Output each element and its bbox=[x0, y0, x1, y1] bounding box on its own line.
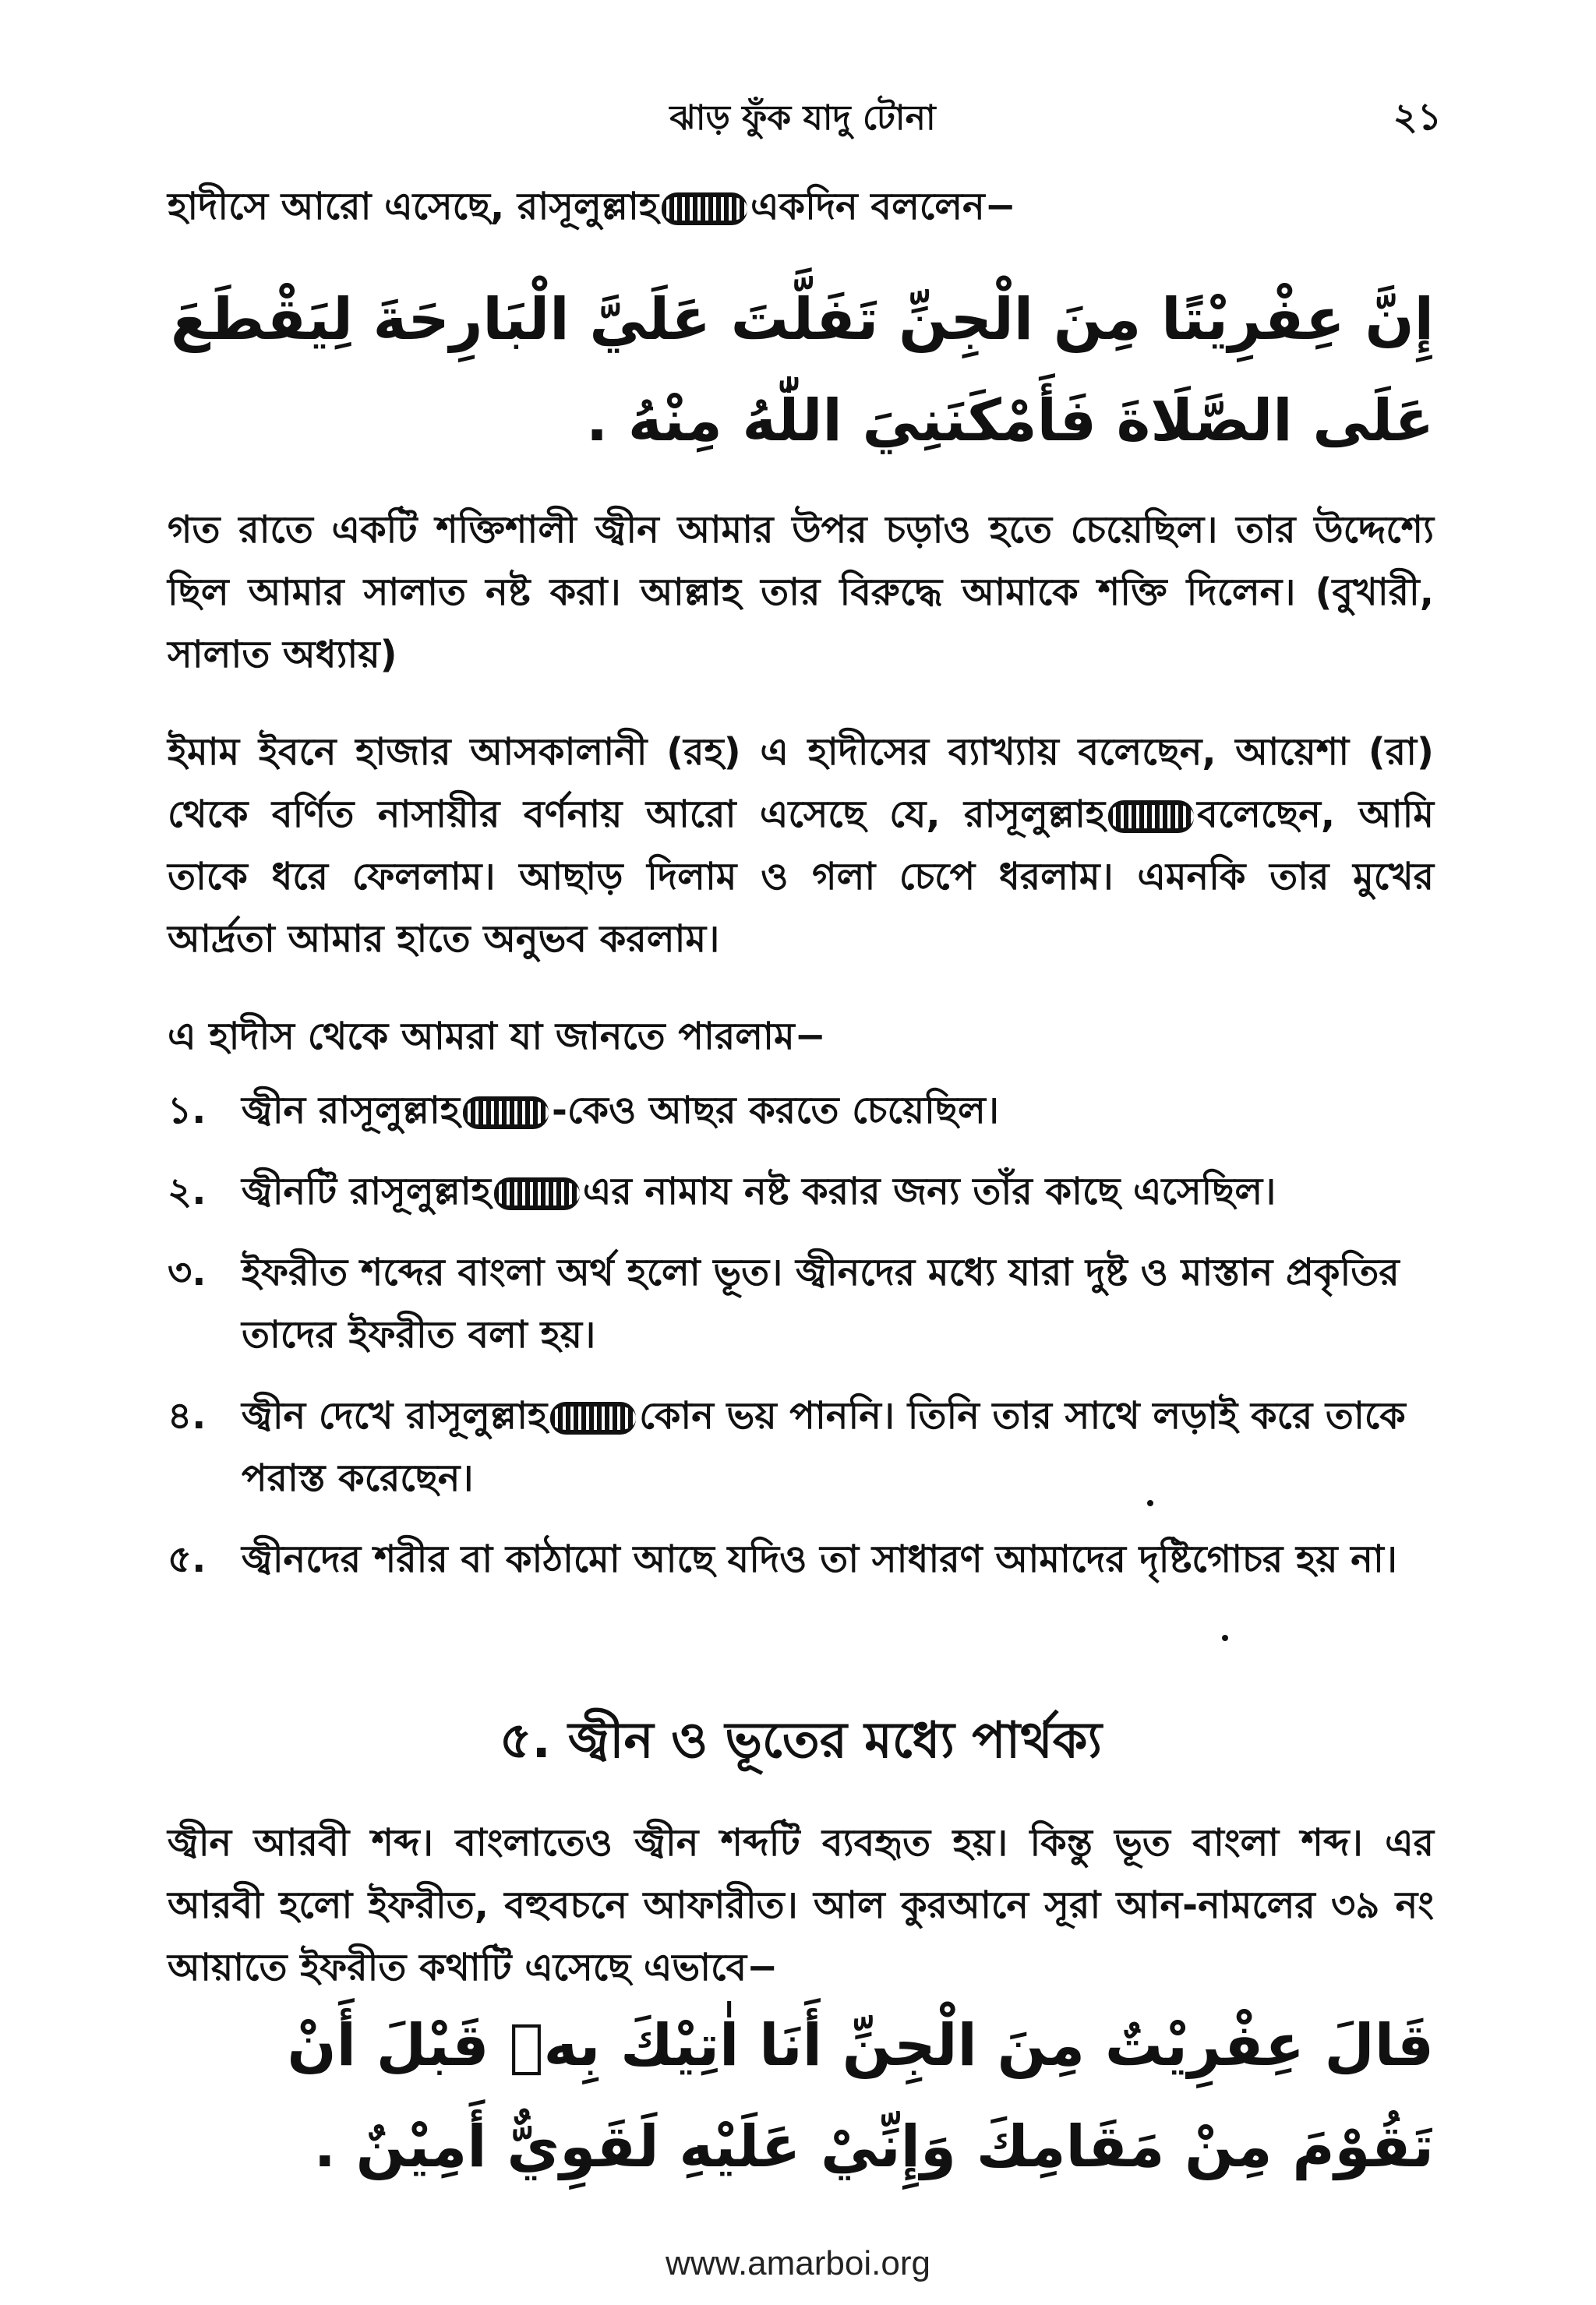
translation-paragraph: গত রাতে একটি শক্তিশালী জ্বীন আমার উপর চড়াও হতে চেয়েছিল। তার উদ্দেশ্যে ছিল আমার সালাত নষ্ট করা। আল্লাহ তার বিরুদ্ধে আমাকে শক্তি দিলেন। (বুখারী, সালাত অধ্যায়) bbox=[168, 508, 1434, 676]
list-text-cont: কোন ভয় পাননি। তিনি তার সাথে লড়াই করে তাকে পরাস্ত করেছেন। bbox=[242, 1394, 1406, 1500]
salutation-calligraphy-icon bbox=[1108, 800, 1194, 833]
list-number: ৫. bbox=[168, 1537, 207, 1581]
running-title: ঝাড় ফুঁক যাদু টোনা bbox=[669, 98, 936, 138]
lessons-list bbox=[168, 1079, 1434, 1609]
speck-mark bbox=[1147, 1500, 1153, 1506]
list-item bbox=[168, 1385, 1434, 1509]
page-header bbox=[164, 84, 1442, 139]
difference-paragraph: জ্বীন আরবী শব্দ। বাংলাতেও জ্বীন শব্দটি ব্যবহৃত হয়। কিন্তু ভূত বাংলা শব্দ। এর আরবী হলো ইফরীত, বহুবচনে আফারীত। আল কুরআনে সূরা আন-নামলের ৩৯ নং আয়াতে ইফরীত কথাটি এসেছে এভাবে− bbox=[168, 1821, 1434, 1989]
list-text: জ্বীন দেখে রাসূলুল্লাহ bbox=[242, 1394, 548, 1438]
list-text: জ্বীনদের শরীর বা কাঠামো আছে যদিও তা সাধারণ আমাদের দৃষ্টিগোচর হয় না। bbox=[242, 1537, 1397, 1581]
list-text-cont: -কেও আছর করতে চেয়েছিল। bbox=[552, 1089, 999, 1132]
list-number: ৪. bbox=[168, 1394, 207, 1438]
list-number: ৩. bbox=[168, 1251, 207, 1294]
list-item bbox=[168, 1241, 1434, 1366]
imam-paragraph bbox=[168, 721, 1434, 970]
salutation-calligraphy-icon bbox=[494, 1177, 580, 1210]
list-item bbox=[168, 1079, 1434, 1142]
list-number: ১. bbox=[168, 1089, 207, 1132]
page-number: ২১ bbox=[1393, 95, 1442, 139]
section-heading: ৫. জ্বীন ও ভূতের মধ্যে পার্থক্য bbox=[499, 1712, 1103, 1770]
intro-text-1: হাদীসে আরো এসেছে, রাসূলুল্লাহ bbox=[168, 185, 659, 228]
list-item bbox=[168, 1160, 1434, 1223]
list-text-cont: এর নামায নষ্ট করার জন্য তাঁর কাছে এসেছিল। bbox=[582, 1170, 1276, 1213]
salutation-calligraphy-icon bbox=[463, 1096, 549, 1129]
imam-text-1: ইমাম ইবনে হাজার আসকালানী (রহ) এ হাদীসের ব্যাখ্যায় বলেছেন, আয়েশা (রা) থেকে বর্ণিত নাসায়ীর বর্ণনায় আরো এসেছে যে, রাসূলুল্লাহ bbox=[168, 730, 1434, 836]
list-intro: এ হাদীস থেকে আমরা যা জানতে পারলাম− bbox=[168, 1015, 826, 1058]
arabic-quran-verse: قَالَ عِفْرِيْتٌ مِنَ الْجِنِّ أَنَا اٰتِيْكَ بِهٖ قَبْلَ أَنْ تَقُوْمَ مِنْ مَقَامِكَ وَإِنِّيْ عَلَيْهِ لَقَوِيٌّ أَمِيْنٌ . bbox=[287, 2012, 1434, 2180]
speck-mark bbox=[1222, 1635, 1228, 1641]
list-text: ইফরীত শব্দের বাংলা অর্থ হলো ভূত। জ্বীনদের মধ্যে যারা দুষ্ট ও মাস্তান প্রকৃতির তাদের ইফরীত বলা হয়। bbox=[242, 1251, 1400, 1357]
salutation-calligraphy-icon bbox=[550, 1402, 636, 1435]
list-text: জ্বীনটি রাসূলুল্লাহ bbox=[242, 1170, 491, 1213]
list-text: জ্বীন রাসূলুল্লাহ bbox=[242, 1089, 460, 1132]
salutation-calligraphy-icon bbox=[662, 192, 747, 225]
arabic-hadith: إِنَّ عِفْرِيْتًا مِنَ الْجِنِّ تَفَلَّتَ عَلَيَّ الْبَارِحَةَ لِيَقْطَعَ عَلَى الصَّلَاةَ فَأَمْكَنَنِيَ اللّٰهُ مِنْهُ . bbox=[170, 286, 1434, 454]
intro-text-2: একদিন বললেন− bbox=[750, 185, 1016, 228]
website-footer: www.amarboi.org bbox=[666, 2244, 930, 2282]
imam-text-2: বলেছেন, আমি তাকে ধরে ফেললাম। আছাড় দিলাম ও গলা চেপে ধরলাম। এমনকি তার মুখের আর্দ্রতা আমার হাতে অনুভব করলাম। bbox=[168, 792, 1434, 961]
list-number: ২. bbox=[168, 1170, 207, 1213]
intro-paragraph bbox=[168, 175, 1434, 238]
list-item bbox=[168, 1528, 1434, 1590]
